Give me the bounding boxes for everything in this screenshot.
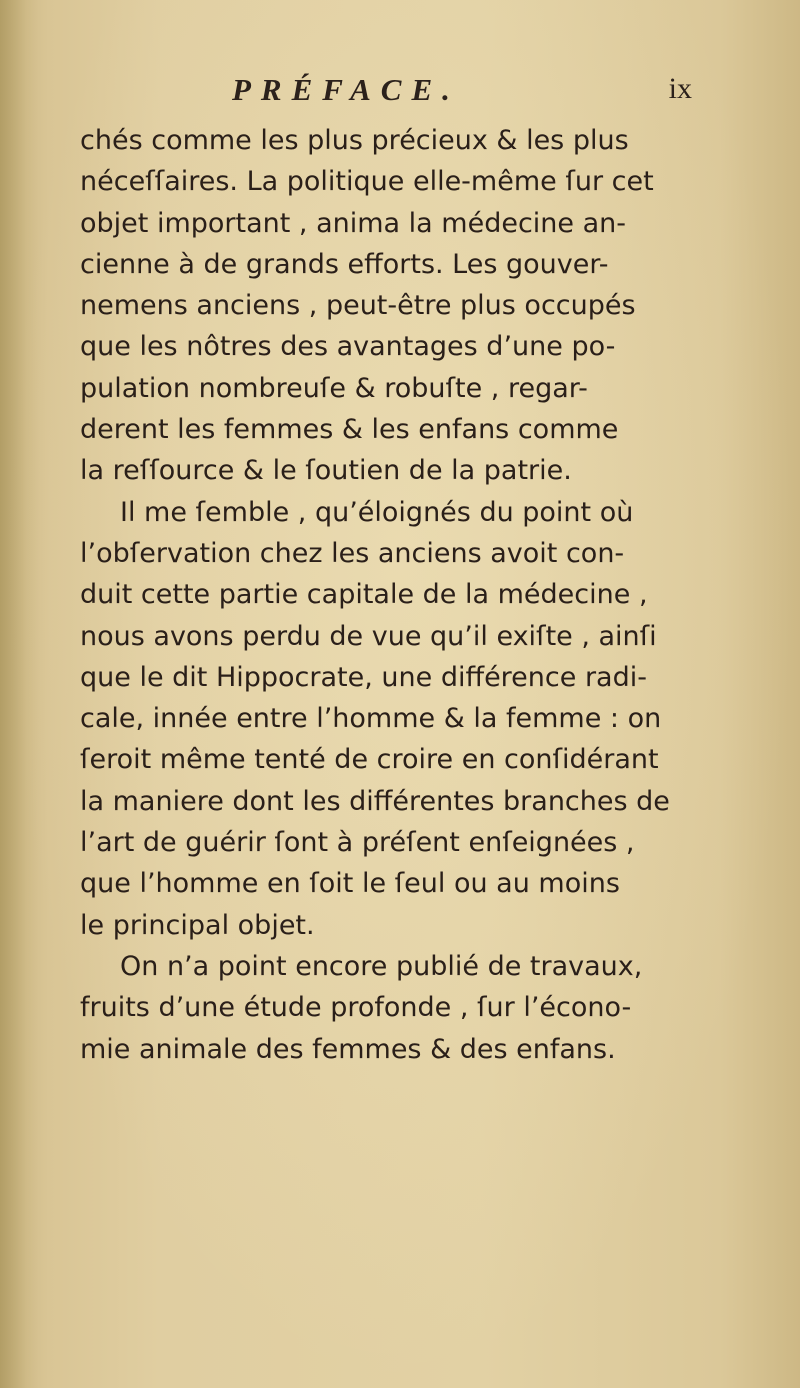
text-line: ſeroit même tenté de croire en conſidérant <box>80 744 659 776</box>
page-number: ix <box>668 72 692 105</box>
text-line: l’art de guérir ſont à préſent enſeignées , <box>80 827 635 859</box>
text-line: fruits d’une étude profonde , ſur l’écono- <box>80 992 632 1024</box>
text-line: duit cette partie capitale de la médecine , <box>80 579 648 611</box>
text-line: la maniere dont les différentes branches de <box>80 785 670 817</box>
text-line: chés comme les plus précieux & les plus <box>80 125 629 156</box>
running-title: PRÉFACE. <box>232 72 460 107</box>
text-line: pulation nombreuſe & robuſte , regar- <box>80 372 588 404</box>
body-text <box>80 120 720 1070</box>
text-line: derent les femmes & les enfans comme <box>80 414 619 446</box>
page-gutter-shadow <box>0 0 38 1388</box>
text-line: nous avons perdu de vue qu’il exiſte , ainſi <box>80 620 657 652</box>
text-line: l’obſervation chez les anciens avoit con- <box>80 537 625 569</box>
page-header <box>232 72 692 122</box>
text-line: objet important , anima la médecine an- <box>80 207 627 239</box>
paragraph-start-line: Il me ſemble , qu’éloignés du point où <box>120 496 634 528</box>
text-line: le principal objet. <box>80 909 315 941</box>
text-line: que les nôtres des avantages d’une po- <box>80 331 616 363</box>
text-line: cienne à de grands efforts. Les gouver- <box>80 248 609 280</box>
text-line: que l’homme en ſoit le ſeul ou au moins <box>80 868 620 900</box>
text-line: cale, innée entre l’homme & la femme : on <box>80 703 662 735</box>
text-line: que le dit Hippocrate, une différence radi- <box>80 661 647 693</box>
text-line: nemens anciens , peut-être plus occupés <box>80 290 636 322</box>
text-line: mie animale des femmes & des enfans. <box>80 1033 616 1065</box>
text-line: la reſſource & le ſoutien de la patrie. <box>80 455 572 487</box>
text-line: néceſſaires. La politique elle-même ſur cet <box>80 166 654 198</box>
paragraph-start-line: On n’a point encore publié de travaux, <box>120 950 643 982</box>
